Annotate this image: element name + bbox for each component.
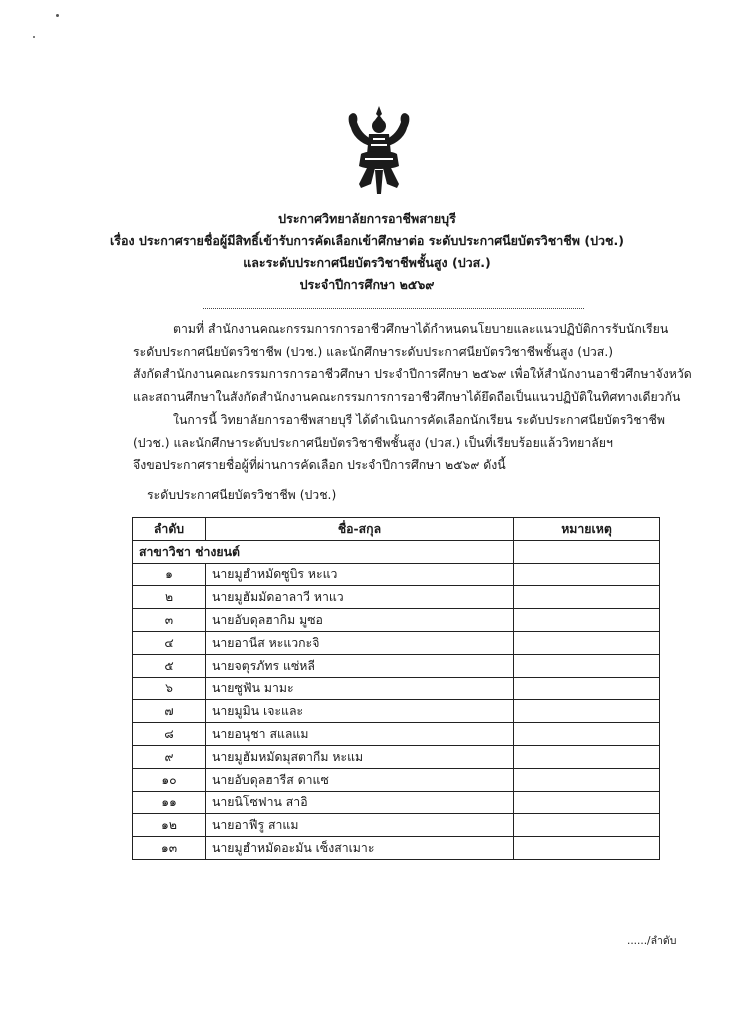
department-name: สาขาวิชา ช่างยนต์	[133, 540, 514, 563]
paragraph-line: สังกัดสำนักงานคณะกรรมการการอาชีวศึกษา ประจำปีการศึกษา ๒๕๖๙ เพื่อให้สำนักงานอาชีวศึกษาจังหวัด	[133, 367, 692, 381]
table-row	[133, 814, 660, 837]
table-header-row	[133, 518, 660, 541]
table-row	[133, 654, 660, 677]
paragraph-announcement	[133, 409, 663, 477]
header-order: ลำดับ	[133, 518, 206, 541]
continuation-marker: ....../ลำดับ	[627, 935, 677, 947]
row-name: นายมูฮัมมัดอาลาวี หาแว	[206, 586, 514, 609]
row-name: นายอับดุลฮารีส ดาแซ	[206, 768, 514, 791]
row-number: ๙	[133, 745, 206, 768]
row-number: ๑๑	[133, 791, 206, 814]
scan-speck	[56, 14, 59, 17]
row-remarks	[514, 654, 660, 677]
row-number: ๑	[133, 563, 206, 586]
paragraph-line: ตามที่ สำนักงานคณะกรรมการการอาชีวศึกษาได้กำหนดนโยบายและแนวปฏิบัติการรับนักเรียน	[173, 322, 669, 336]
paragraph-line: ระดับประกาศนียบัตรวิชาชีพ (ปวช.) และนักศึกษาระดับประกาศนียบัตรวิชาชีพชั้นสูง (ปวส.)	[133, 344, 614, 359]
row-name: นายจตุรภัทร แซ่หลี	[206, 654, 514, 677]
subject-line-1: เรื่อง ประกาศรายชื่อผู้มีสิทธิ์เข้ารับการคัดเลือกเข้าศึกษาต่อ ระดับประกาศนียบัตรวิชาชีพ (ปวช.)	[109, 233, 624, 248]
issuer-title: ประกาศวิทยาลัยการอาชีพสายบุรี	[278, 211, 456, 226]
row-name: นายซูฟัน มามะ	[206, 677, 514, 700]
row-remarks	[514, 791, 660, 814]
table-row	[133, 723, 660, 746]
row-name: นายอับดุลฮากิม มูซอ	[206, 609, 514, 632]
table-row	[133, 791, 660, 814]
row-name: นายมูฮำหมัดอะมัน เซ็งสาเมาะ	[206, 837, 514, 860]
row-number: ๕	[133, 654, 206, 677]
separator-dotted-line	[203, 308, 584, 309]
row-remarks	[514, 700, 660, 723]
department-remarks	[514, 540, 660, 563]
row-name: นายมูมิน เจะและ	[206, 700, 514, 723]
row-number: ๓	[133, 609, 206, 632]
row-name: นายมูฮำหมัดซูบิร หะแว	[206, 563, 514, 586]
row-remarks	[514, 563, 660, 586]
table-row	[133, 700, 660, 723]
header-remarks: หมายเหตุ	[514, 518, 660, 541]
row-number: ๑๐	[133, 768, 206, 791]
header-name: ชื่อ-สกุล	[206, 518, 514, 541]
row-name: นายอานีส หะแวกะจิ	[206, 631, 514, 654]
row-number: ๑๓	[133, 837, 206, 860]
row-remarks	[514, 837, 660, 860]
row-number: ๘	[133, 723, 206, 746]
paragraph-line: และสถานศึกษาในสังกัดสำนักงานคณะกรรมการการอาชีวศึกษาได้ยึดถือเป็นแนวปฏิบัติในทิศทางเดียวกัน	[133, 389, 681, 404]
garuda-emblem-icon	[347, 104, 411, 198]
row-remarks	[514, 745, 660, 768]
paragraph-background	[133, 318, 692, 408]
row-remarks	[514, 814, 660, 837]
row-remarks	[514, 677, 660, 700]
row-remarks	[514, 631, 660, 654]
paragraph-line: (ปวช.) และนักศึกษาระดับประกาศนียบัตรวิชาชีพชั้นสูง (ปวส.) เป็นที่เรียบร้อยแล้ววิทยาลัยฯ	[133, 435, 613, 450]
row-name: นายนิโซฟาน สาอิ	[206, 791, 514, 814]
row-name: นายอนุชา สแลแม	[206, 723, 514, 746]
table-row	[133, 609, 660, 632]
table-row	[133, 768, 660, 791]
row-name: นายอาฟีรู สาแม	[206, 814, 514, 837]
row-number: ๑๒	[133, 814, 206, 837]
row-number: ๔	[133, 631, 206, 654]
scan-speck	[33, 36, 35, 38]
table-row	[133, 745, 660, 768]
row-remarks	[514, 723, 660, 746]
row-number: ๒	[133, 586, 206, 609]
row-name: นายมูฮัมหมัดมุสตากีม หะแม	[206, 745, 514, 768]
row-number: ๖	[133, 677, 206, 700]
subject-line-2: และระดับประกาศนียบัตรวิชาชีพชั้นสูง (ปวส.)	[243, 255, 491, 270]
table-row	[133, 837, 660, 860]
paragraph-line: ในการนี้ วิทยาลัยการอาชีพสายบุรี ได้ดำเนินการคัดเลือกนักเรียน ระดับประกาศนียบัตรวิชาชีพ	[173, 413, 665, 427]
table-row	[133, 677, 660, 700]
academic-year: ประจำปีการศึกษา ๒๕๖๙	[299, 277, 435, 292]
row-remarks	[514, 586, 660, 609]
paragraph-line: จึงขอประกาศรายชื่อผู้ที่ผ่านการคัดเลือก ประจำปีการศึกษา ๒๕๖๙ ดังนี้	[133, 458, 506, 472]
row-number: ๗	[133, 700, 206, 723]
department-row	[133, 540, 660, 563]
table-row	[133, 586, 660, 609]
table-row	[133, 563, 660, 586]
table-row	[133, 631, 660, 654]
candidate-table	[132, 517, 660, 860]
row-remarks	[514, 768, 660, 791]
level-label: ระดับประกาศนียบัตรวิชาชีพ (ปวช.)	[147, 488, 337, 502]
row-remarks	[514, 609, 660, 632]
